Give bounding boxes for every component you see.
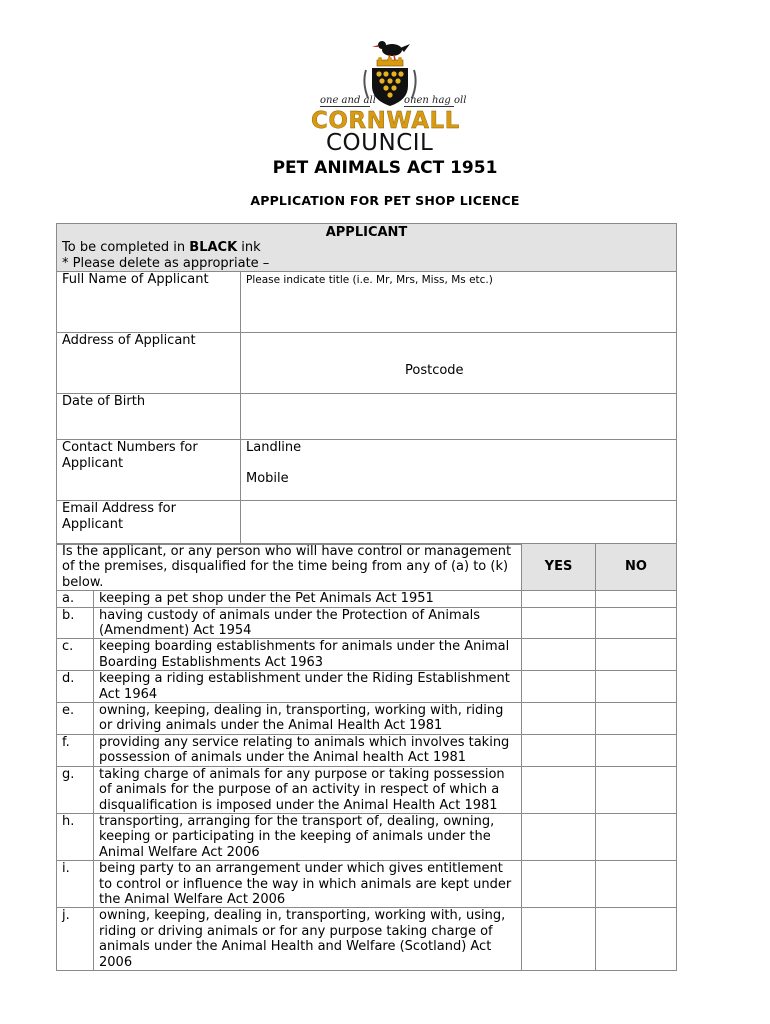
disqualification-table	[56, 543, 677, 971]
question-letter: b.	[57, 607, 94, 639]
yes-answer-cell[interactable]	[522, 671, 596, 703]
question-row	[57, 861, 677, 908]
no-answer-cell[interactable]	[596, 813, 677, 860]
page-subtitle: APPLICATION FOR PET SHOP LICENCE	[250, 193, 520, 208]
no-answer-cell[interactable]	[596, 734, 677, 766]
question-row	[57, 703, 677, 735]
no-answer-cell[interactable]	[596, 671, 677, 703]
no-answer-cell[interactable]	[596, 607, 677, 639]
address-label: Address of Applicant	[57, 333, 241, 394]
yes-answer-cell[interactable]	[522, 703, 596, 735]
email-label: Email Address for Applicant	[57, 501, 241, 545]
question-text: owning, keeping, dealing in, transporting, working with, using, riding or driving animals or for any purpose taking charge of animals under the Animal Health and Welfare (Scotland) Act 2006	[94, 908, 522, 971]
yes-answer-cell[interactable]	[522, 813, 596, 860]
motto-right: onen hag oll	[404, 95, 467, 106]
no-answer-cell[interactable]	[596, 861, 677, 908]
no-answer-cell[interactable]	[596, 766, 677, 813]
question-row	[57, 671, 677, 703]
ink-instruction	[62, 240, 671, 255]
ink-instruction-pre: To be completed in	[62, 240, 190, 256]
postcode-label: Postcode	[405, 363, 464, 379]
question-text: providing any service relating to animals which involves taking possession of animals under the Animal health Act 1981	[94, 734, 522, 766]
email-field[interactable]	[241, 501, 677, 545]
question-intro: Is the applicant, or any person who will have control or management of the premises, disqualified for the time being from any of (a) to (k) below.	[57, 544, 522, 591]
logo-cornwall-text: CORNWALL	[311, 108, 460, 134]
question-row	[57, 766, 677, 813]
question-letter: c.	[57, 639, 94, 671]
question-text: being party to an arrangement under which gives entitlement to control or influence the way in which animals are kept under the Animal Welfare Act 2006	[94, 861, 522, 908]
delete-note: * Please delete as appropriate –	[62, 255, 270, 271]
motto-left: one and all	[320, 95, 376, 106]
applicant-table	[56, 223, 677, 545]
motto-rule-right	[404, 106, 454, 107]
question-text: keeping a pet shop under the Pet Animals Act 1951	[94, 591, 522, 607]
question-row	[57, 607, 677, 639]
question-text: having custody of animals under the Protection of Animals (Amendment) Act 1954	[94, 607, 522, 639]
logo-council-text: COUNCIL	[326, 130, 434, 156]
mobile-label: Mobile	[246, 470, 289, 486]
yes-answer-cell[interactable]	[522, 766, 596, 813]
applicant-header-cell	[57, 224, 677, 272]
question-row	[57, 639, 677, 671]
address-field[interactable]	[241, 333, 677, 394]
question-letter: i.	[57, 861, 94, 908]
yes-answer-cell[interactable]	[522, 908, 596, 971]
question-letter: d.	[57, 671, 94, 703]
no-answer-cell[interactable]	[596, 908, 677, 971]
question-text: keeping a riding establishment under the Riding Establishment Act 1964	[94, 671, 522, 703]
question-text: taking charge of animals for any purpose or taking possession of animals for the purpose of an activity in respect of which a disqualification is imposed under the Animal Health Act 1981	[94, 766, 522, 813]
full-name-field[interactable]	[241, 272, 677, 333]
question-text: owning, keeping, dealing in, transporting, working with, riding or driving animals under the Animal Health Act 1981	[94, 703, 522, 735]
title-hint: Please indicate title (i.e. Mr, Mrs, Miss, Ms etc.)	[246, 274, 493, 287]
question-letter: h.	[57, 813, 94, 860]
landline-label: Landline	[246, 440, 302, 456]
question-text: transporting, arranging for the transport of, dealing, owning, keeping or participating in the keeping of animals under the Animal Welfare Act 2006	[94, 813, 522, 860]
contact-label: Contact Numbers for Applicant	[57, 440, 241, 501]
ink-instruction-post: ink	[237, 240, 261, 256]
question-letter: e.	[57, 703, 94, 735]
dob-field[interactable]	[241, 394, 677, 440]
question-letter: a.	[57, 591, 94, 607]
applicant-heading: APPLICANT	[325, 225, 408, 240]
question-row	[57, 908, 677, 971]
page-title: PET ANIMALS ACT 1951	[272, 158, 498, 178]
question-letter: j.	[57, 908, 94, 971]
contact-field[interactable]	[241, 440, 677, 501]
dob-label: Date of Birth	[57, 394, 241, 440]
yes-answer-cell[interactable]	[522, 607, 596, 639]
question-letter: f.	[57, 734, 94, 766]
no-header: NO	[596, 544, 677, 591]
question-row	[57, 734, 677, 766]
question-letter: g.	[57, 766, 94, 813]
motto-rule-left	[320, 106, 370, 107]
no-answer-cell[interactable]	[596, 703, 677, 735]
ink-instruction-bold: BLACK	[189, 240, 238, 256]
question-row	[57, 813, 677, 860]
no-answer-cell[interactable]	[596, 639, 677, 671]
question-row	[57, 591, 677, 607]
yes-answer-cell[interactable]	[522, 734, 596, 766]
yes-answer-cell[interactable]	[522, 861, 596, 908]
full-name-label: Full Name of Applicant	[57, 272, 241, 333]
no-answer-cell[interactable]	[596, 591, 677, 607]
yes-answer-cell[interactable]	[522, 639, 596, 671]
yes-header: YES	[522, 544, 596, 591]
question-text: keeping boarding establishments for animals under the Animal Boarding Establishments Act 1963	[94, 639, 522, 671]
yes-answer-cell[interactable]	[522, 591, 596, 607]
